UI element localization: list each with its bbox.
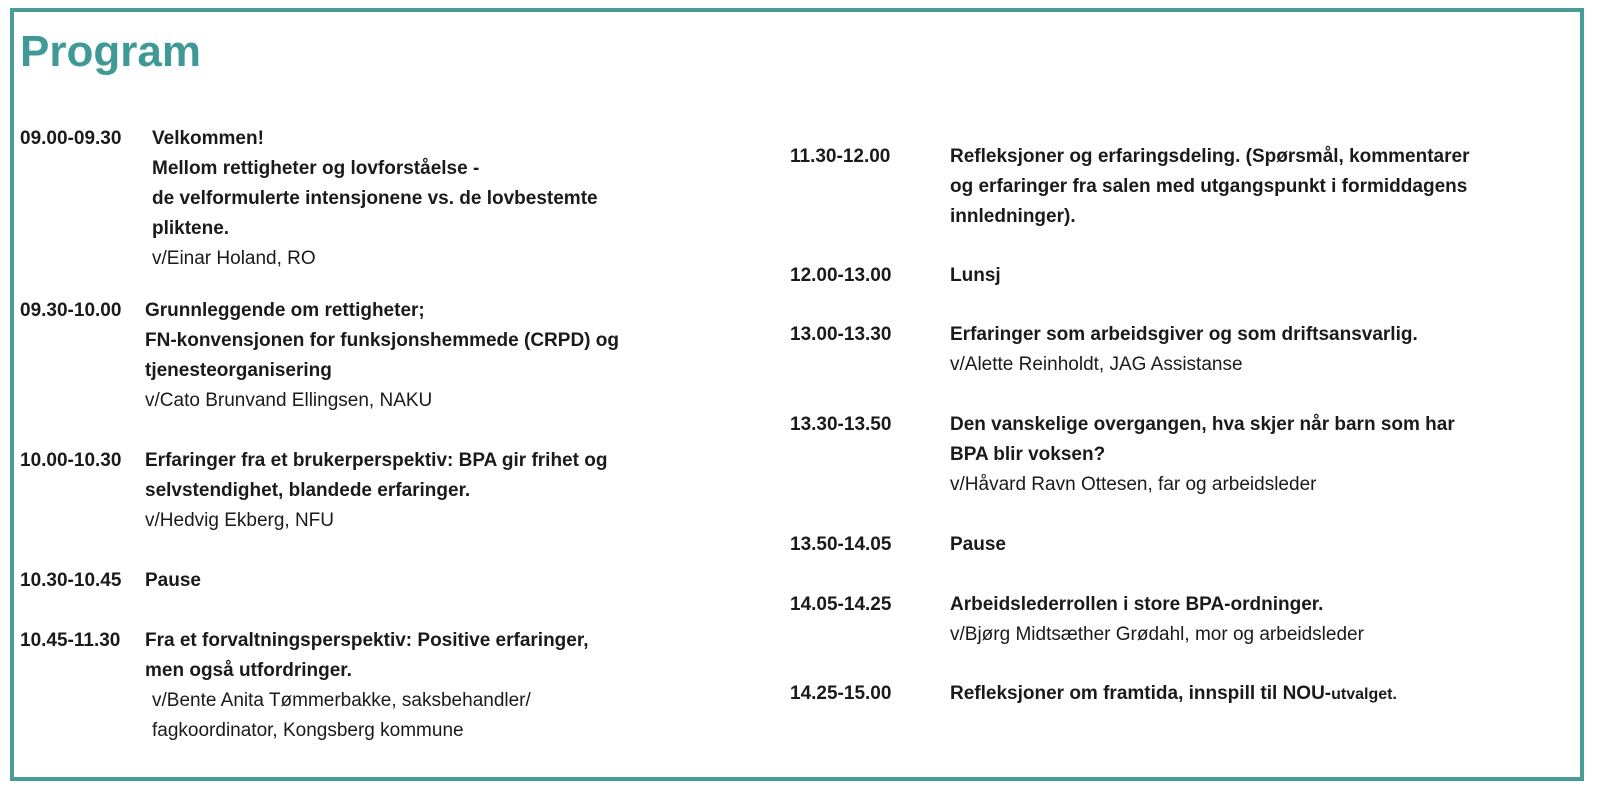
entry-title: Refleksjoner og erfaringsdeling. (Spørsmål, kommentarer: [950, 146, 1470, 167]
entry-time: 12.00-13.00: [790, 265, 892, 286]
entry-title: BPA blir voksen?: [950, 444, 1106, 465]
page-title: Program: [20, 27, 201, 76]
entry-speaker: v/Bjørg Midtsæther Grødahl, mor og arbeidsleder: [950, 624, 1364, 645]
entry-speaker: v/Cato Brunvand Ellingsen, NAKU: [145, 390, 433, 411]
entry-title: FN-konvensjonen for funksjonshemmede (CRPD) og: [145, 330, 619, 351]
entry-title: Lunsj: [950, 265, 1001, 286]
entry-title: Erfaringer som arbeidsgiver og som driftsansvarlig.: [950, 324, 1418, 345]
entry-speaker: v/Håvard Ravn Ottesen, far og arbeidsleder: [950, 474, 1317, 495]
entry-time: 13.30-13.50: [790, 414, 892, 435]
entry-time: 13.50-14.05: [790, 534, 892, 555]
entry-title: pliktene.: [152, 218, 230, 239]
entry-title: selvstendighet, blandede erfaringer.: [145, 480, 471, 501]
entry-title: Den vanskelige overgangen, hva skjer når barn som har: [950, 414, 1455, 435]
entry-title: tjenesteorganisering: [145, 360, 332, 381]
entry-speaker: v/Einar Holand, RO: [152, 248, 316, 269]
entry-time: 10.00-10.30: [20, 450, 122, 471]
entry-title: og erfaringer fra salen med utgangspunkt i formiddagens: [950, 176, 1468, 197]
entry-time: 10.30-10.45: [20, 570, 122, 591]
entry-speaker: v/Alette Reinholdt, JAG Assistanse: [950, 354, 1243, 375]
entry-title: Arbeidslederrollen i store BPA-ordninger.: [950, 594, 1324, 615]
entry-time: 13.00-13.30: [790, 324, 892, 345]
entry-speaker: v/Hedvig Ekberg, NFU: [145, 510, 335, 531]
entry-title: Pause: [145, 570, 201, 591]
entry-title: Grunnleggende om rettigheter;: [145, 300, 425, 321]
entry-title: men også utfordringer.: [145, 660, 352, 681]
entry-title: Erfaringer fra et brukerperspektiv: BPA gir frihet og: [145, 450, 608, 471]
entry-time: 14.25-15.00: [790, 683, 892, 704]
entry-title: Velkommen!: [152, 128, 264, 149]
entry-time: 09.30-10.00: [20, 300, 122, 321]
entry-time: 10.45-11.30: [20, 630, 121, 651]
entry-title: Mellom rettigheter og lovforståelse -: [152, 158, 480, 179]
entry-title: Fra et forvaltningsperspektiv: Positive erfaringer,: [145, 630, 589, 651]
entry-title: innledninger).: [950, 206, 1076, 227]
entry-title: Refleksjoner om framtida, innspill til NOU-: [950, 683, 1332, 704]
entry-time: 09.00-09.30: [20, 128, 122, 149]
entry-speaker: v/Bente Anita Tømmerbakke, saksbehandler/: [152, 690, 531, 711]
entry-time: 11.30-12.00: [790, 146, 891, 167]
entry-title: de velformulerte intensjonene vs. de lovbestemte: [152, 188, 598, 209]
entry-time: 14.05-14.25: [790, 594, 892, 615]
entry-title-suffix: utvalget.: [1331, 686, 1397, 703]
entry-speaker: fagkoordinator, Kongsberg kommune: [152, 720, 464, 741]
entry-title: Pause: [950, 534, 1006, 555]
